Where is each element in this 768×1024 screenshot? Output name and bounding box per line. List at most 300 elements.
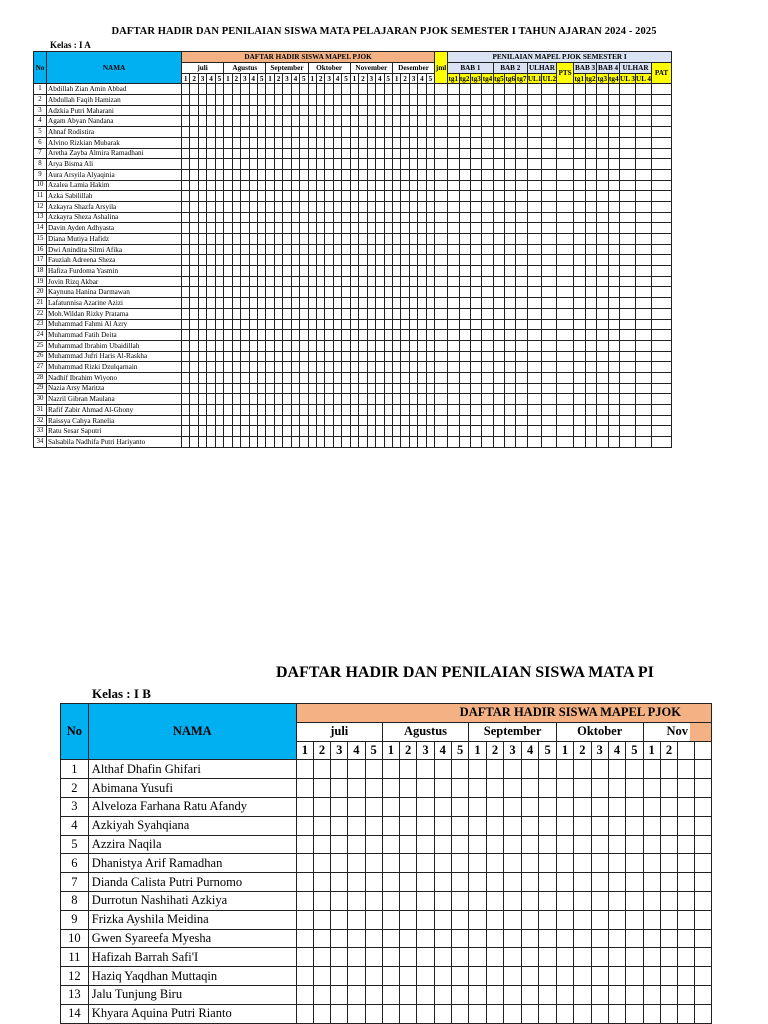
grid-cell[interactable] (367, 105, 375, 116)
grid-cell[interactable] (643, 779, 660, 798)
grid-cell[interactable] (409, 234, 417, 245)
grid-cell[interactable] (608, 169, 620, 180)
grid-cell[interactable] (350, 234, 358, 245)
grid-cell[interactable] (409, 148, 417, 159)
grid-cell[interactable] (257, 394, 265, 405)
grid-cell[interactable] (542, 351, 557, 362)
grid-cell[interactable] (266, 437, 274, 448)
grid-cell[interactable] (636, 276, 652, 287)
grid-cell[interactable] (367, 212, 375, 223)
grid-cell[interactable] (350, 180, 358, 191)
grid-cell[interactable] (359, 351, 367, 362)
grid-cell[interactable] (382, 854, 399, 873)
grid-cell[interactable] (308, 287, 316, 298)
grid-cell[interactable] (198, 159, 206, 170)
grid-cell[interactable] (317, 266, 325, 277)
grid-cell[interactable] (608, 394, 620, 405)
grid-cell[interactable] (574, 180, 586, 191)
grid-cell[interactable] (585, 415, 597, 426)
grid-cell[interactable] (652, 127, 672, 138)
grid-cell[interactable] (505, 223, 516, 234)
grid-cell[interactable] (608, 929, 625, 948)
grid-cell[interactable] (400, 816, 417, 835)
grid-cell[interactable] (359, 372, 367, 383)
grid-cell[interactable] (678, 929, 695, 948)
grid-cell[interactable] (401, 330, 409, 341)
grid-cell[interactable] (493, 244, 504, 255)
grid-cell[interactable] (643, 967, 660, 986)
grid-cell[interactable] (418, 276, 426, 287)
grid-cell[interactable] (257, 362, 265, 373)
grid-cell[interactable] (418, 95, 426, 106)
grid-cell[interactable] (542, 394, 557, 405)
grid-cell[interactable] (409, 95, 417, 106)
grid-cell[interactable] (342, 266, 350, 277)
grid-cell[interactable] (190, 351, 198, 362)
grid-cell[interactable] (539, 929, 557, 948)
grid-cell[interactable] (317, 405, 325, 416)
grid-cell[interactable] (241, 437, 249, 448)
grid-cell[interactable] (367, 405, 375, 416)
grid-cell[interactable] (636, 298, 652, 309)
grid-cell[interactable] (504, 891, 522, 910)
grid-cell[interactable] (274, 234, 282, 245)
grid-cell[interactable] (392, 255, 400, 266)
grid-cell[interactable] (190, 437, 198, 448)
grid-cell[interactable] (365, 835, 382, 854)
grid-cell[interactable] (527, 298, 542, 309)
grid-cell[interactable] (401, 169, 409, 180)
grid-cell[interactable] (400, 967, 417, 986)
grid-cell[interactable] (409, 276, 417, 287)
grid-cell[interactable] (542, 95, 557, 106)
grid-cell[interactable] (482, 372, 493, 383)
grid-cell[interactable] (232, 405, 240, 416)
grid-cell[interactable] (636, 383, 652, 394)
grid-cell[interactable] (224, 95, 232, 106)
grid-cell[interactable] (215, 383, 223, 394)
grid-cell[interactable] (504, 835, 522, 854)
grid-cell[interactable] (426, 362, 434, 373)
grid-cell[interactable] (434, 948, 451, 967)
grid-cell[interactable] (652, 276, 672, 287)
grid-cell[interactable] (274, 426, 282, 437)
grid-cell[interactable] (215, 426, 223, 437)
grid-cell[interactable] (557, 255, 574, 266)
grid-cell[interactable] (198, 362, 206, 373)
grid-cell[interactable] (392, 426, 400, 437)
grid-cell[interactable] (448, 319, 459, 330)
grid-cell[interactable] (426, 244, 434, 255)
grid-cell[interactable] (620, 319, 636, 330)
grid-cell[interactable] (198, 148, 206, 159)
grid-cell[interactable] (401, 362, 409, 373)
grid-cell[interactable] (350, 116, 358, 127)
grid-cell[interactable] (574, 351, 586, 362)
grid-cell[interactable] (608, 854, 625, 873)
grid-cell[interactable] (207, 383, 215, 394)
grid-cell[interactable] (505, 95, 516, 106)
grid-cell[interactable] (597, 426, 609, 437)
grid-cell[interactable] (249, 127, 257, 138)
grid-cell[interactable] (283, 266, 291, 277)
grid-cell[interactable] (333, 319, 341, 330)
grid-cell[interactable] (470, 330, 481, 341)
grid-cell[interactable] (333, 437, 341, 448)
grid-cell[interactable] (207, 276, 215, 287)
grid-cell[interactable] (198, 223, 206, 234)
grid-cell[interactable] (401, 394, 409, 405)
grid-cell[interactable] (392, 159, 400, 170)
grid-cell[interactable] (249, 169, 257, 180)
grid-cell[interactable] (384, 127, 392, 138)
grid-cell[interactable] (224, 137, 232, 148)
grid-cell[interactable] (521, 1004, 539, 1023)
grid-cell[interactable] (448, 266, 459, 277)
grid-cell[interactable] (591, 910, 608, 929)
grid-cell[interactable] (620, 244, 636, 255)
grid-cell[interactable] (401, 180, 409, 191)
grid-cell[interactable] (190, 234, 198, 245)
grid-cell[interactable] (435, 426, 448, 437)
grid-cell[interactable] (678, 816, 695, 835)
grid-cell[interactable] (241, 84, 249, 95)
grid-cell[interactable] (182, 105, 190, 116)
grid-cell[interactable] (392, 298, 400, 309)
grid-cell[interactable] (448, 394, 459, 405)
grid-cell[interactable] (331, 1004, 348, 1023)
grid-cell[interactable] (482, 212, 493, 223)
grid-cell[interactable] (224, 180, 232, 191)
grid-cell[interactable] (359, 234, 367, 245)
grid-cell[interactable] (608, 223, 620, 234)
grid-cell[interactable] (342, 95, 350, 106)
grid-cell[interactable] (660, 854, 677, 873)
grid-cell[interactable] (459, 223, 470, 234)
grid-cell[interactable] (434, 967, 451, 986)
grid-cell[interactable] (401, 148, 409, 159)
grid-cell[interactable] (182, 159, 190, 170)
grid-cell[interactable] (608, 287, 620, 298)
grid-cell[interactable] (626, 835, 643, 854)
grid-cell[interactable] (527, 105, 542, 116)
grid-cell[interactable] (257, 351, 265, 362)
grid-cell[interactable] (198, 95, 206, 106)
grid-cell[interactable] (308, 415, 316, 426)
grid-cell[interactable] (448, 212, 459, 223)
grid-cell[interactable] (597, 372, 609, 383)
grid-cell[interactable] (643, 948, 660, 967)
grid-cell[interactable] (516, 330, 527, 341)
grid-cell[interactable] (470, 223, 481, 234)
grid-cell[interactable] (367, 159, 375, 170)
grid-cell[interactable] (308, 394, 316, 405)
grid-cell[interactable] (308, 84, 316, 95)
grid-cell[interactable] (542, 308, 557, 319)
grid-cell[interactable] (400, 948, 417, 967)
grid-cell[interactable] (331, 797, 348, 816)
grid-cell[interactable] (367, 169, 375, 180)
grid-cell[interactable] (493, 437, 504, 448)
grid-cell[interactable] (448, 234, 459, 245)
grid-cell[interactable] (325, 212, 333, 223)
grid-cell[interactable] (376, 212, 384, 223)
grid-cell[interactable] (527, 148, 542, 159)
grid-cell[interactable] (435, 244, 448, 255)
grid-cell[interactable] (574, 201, 586, 212)
grid-cell[interactable] (470, 276, 481, 287)
grid-cell[interactable] (241, 255, 249, 266)
grid-cell[interactable] (542, 276, 557, 287)
grid-cell[interactable] (418, 255, 426, 266)
grid-cell[interactable] (342, 351, 350, 362)
grid-cell[interactable] (493, 298, 504, 309)
grid-cell[interactable] (542, 116, 557, 127)
grid-cell[interactable] (198, 330, 206, 341)
grid-cell[interactable] (435, 276, 448, 287)
grid-cell[interactable] (451, 1004, 468, 1023)
grid-cell[interactable] (308, 372, 316, 383)
grid-cell[interactable] (505, 159, 516, 170)
grid-cell[interactable] (308, 351, 316, 362)
grid-cell[interactable] (620, 266, 636, 277)
grid-cell[interactable] (626, 760, 643, 779)
grid-cell[interactable] (527, 351, 542, 362)
grid-cell[interactable] (257, 330, 265, 341)
grid-cell[interactable] (249, 319, 257, 330)
grid-cell[interactable] (359, 223, 367, 234)
grid-cell[interactable] (608, 779, 625, 798)
grid-cell[interactable] (401, 191, 409, 202)
grid-cell[interactable] (190, 394, 198, 405)
grid-cell[interactable] (516, 351, 527, 362)
grid-cell[interactable] (493, 426, 504, 437)
grid-cell[interactable] (348, 910, 365, 929)
grid-cell[interactable] (331, 985, 348, 1004)
grid-cell[interactable] (325, 330, 333, 341)
grid-cell[interactable] (521, 835, 539, 854)
grid-cell[interactable] (459, 137, 470, 148)
grid-cell[interactable] (342, 116, 350, 127)
grid-cell[interactable] (585, 105, 597, 116)
grid-cell[interactable] (469, 910, 487, 929)
grid-cell[interactable] (556, 760, 573, 779)
grid-cell[interactable] (350, 405, 358, 416)
grid-cell[interactable] (291, 287, 299, 298)
grid-cell[interactable] (207, 372, 215, 383)
grid-cell[interactable] (198, 383, 206, 394)
grid-cell[interactable] (376, 116, 384, 127)
grid-cell[interactable] (542, 287, 557, 298)
grid-cell[interactable] (291, 116, 299, 127)
grid-cell[interactable] (241, 234, 249, 245)
grid-cell[interactable] (608, 319, 620, 330)
grid-cell[interactable] (636, 308, 652, 319)
grid-cell[interactable] (190, 84, 198, 95)
grid-cell[interactable] (459, 394, 470, 405)
grid-cell[interactable] (459, 426, 470, 437)
grid-cell[interactable] (249, 95, 257, 106)
grid-cell[interactable] (190, 159, 198, 170)
grid-cell[interactable] (505, 127, 516, 138)
grid-cell[interactable] (556, 910, 573, 929)
grid-cell[interactable] (283, 116, 291, 127)
grid-cell[interactable] (516, 159, 527, 170)
grid-cell[interactable] (557, 383, 574, 394)
grid-cell[interactable] (426, 255, 434, 266)
grid-cell[interactable] (574, 948, 591, 967)
grid-cell[interactable] (342, 319, 350, 330)
grid-cell[interactable] (283, 415, 291, 426)
grid-cell[interactable] (608, 159, 620, 170)
grid-cell[interactable] (542, 437, 557, 448)
grid-cell[interactable] (257, 437, 265, 448)
grid-cell[interactable] (574, 967, 591, 986)
grid-cell[interactable] (451, 797, 468, 816)
grid-cell[interactable] (678, 760, 695, 779)
grid-cell[interactable] (296, 929, 313, 948)
grid-cell[interactable] (296, 835, 313, 854)
grid-cell[interactable] (376, 383, 384, 394)
grid-cell[interactable] (291, 169, 299, 180)
grid-cell[interactable] (376, 415, 384, 426)
grid-cell[interactable] (274, 95, 282, 106)
grid-cell[interactable] (417, 816, 434, 835)
grid-cell[interactable] (382, 797, 399, 816)
grid-cell[interactable] (350, 287, 358, 298)
grid-cell[interactable] (539, 967, 557, 986)
grid-cell[interactable] (608, 351, 620, 362)
grid-cell[interactable] (274, 383, 282, 394)
grid-cell[interactable] (556, 873, 573, 892)
grid-cell[interactable] (542, 405, 557, 416)
grid-cell[interactable] (448, 127, 459, 138)
grid-cell[interactable] (451, 967, 468, 986)
grid-cell[interactable] (359, 127, 367, 138)
grid-cell[interactable] (608, 372, 620, 383)
grid-cell[interactable] (224, 394, 232, 405)
grid-cell[interactable] (207, 362, 215, 373)
grid-cell[interactable] (597, 212, 609, 223)
grid-cell[interactable] (190, 137, 198, 148)
grid-cell[interactable] (266, 169, 274, 180)
grid-cell[interactable] (409, 84, 417, 95)
grid-cell[interactable] (636, 159, 652, 170)
grid-cell[interactable] (257, 159, 265, 170)
grid-cell[interactable] (418, 319, 426, 330)
grid-cell[interactable] (232, 159, 240, 170)
grid-cell[interactable] (333, 394, 341, 405)
grid-cell[interactable] (435, 159, 448, 170)
grid-cell[interactable] (325, 127, 333, 138)
grid-cell[interactable] (542, 340, 557, 351)
grid-cell[interactable] (608, 383, 620, 394)
grid-cell[interactable] (426, 383, 434, 394)
grid-cell[interactable] (241, 95, 249, 106)
grid-cell[interactable] (521, 929, 539, 948)
grid-cell[interactable] (342, 362, 350, 373)
grid-cell[interactable] (198, 287, 206, 298)
grid-cell[interactable] (325, 223, 333, 234)
grid-cell[interactable] (591, 760, 608, 779)
grid-cell[interactable] (249, 234, 257, 245)
grid-cell[interactable] (392, 383, 400, 394)
grid-cell[interactable] (516, 212, 527, 223)
grid-cell[interactable] (350, 362, 358, 373)
grid-cell[interactable] (516, 191, 527, 202)
grid-cell[interactable] (493, 330, 504, 341)
grid-cell[interactable] (527, 180, 542, 191)
grid-cell[interactable] (182, 383, 190, 394)
grid-cell[interactable] (342, 383, 350, 394)
grid-cell[interactable] (348, 760, 365, 779)
grid-cell[interactable] (331, 873, 348, 892)
grid-cell[interactable] (300, 95, 308, 106)
grid-cell[interactable] (678, 910, 695, 929)
grid-cell[interactable] (527, 116, 542, 127)
grid-cell[interactable] (215, 95, 223, 106)
grid-cell[interactable] (207, 84, 215, 95)
grid-cell[interactable] (643, 910, 660, 929)
grid-cell[interactable] (597, 159, 609, 170)
grid-cell[interactable] (317, 319, 325, 330)
grid-cell[interactable] (198, 372, 206, 383)
grid-cell[interactable] (384, 159, 392, 170)
grid-cell[interactable] (376, 127, 384, 138)
grid-cell[interactable] (300, 255, 308, 266)
grid-cell[interactable] (359, 383, 367, 394)
grid-cell[interactable] (291, 330, 299, 341)
grid-cell[interactable] (652, 266, 672, 277)
grid-cell[interactable] (266, 319, 274, 330)
grid-cell[interactable] (291, 340, 299, 351)
grid-cell[interactable] (296, 816, 313, 835)
grid-cell[interactable] (678, 854, 695, 873)
grid-cell[interactable] (482, 169, 493, 180)
grid-cell[interactable] (300, 84, 308, 95)
grid-cell[interactable] (392, 405, 400, 416)
grid-cell[interactable] (313, 929, 330, 948)
grid-cell[interactable] (350, 276, 358, 287)
grid-cell[interactable] (241, 223, 249, 234)
grid-cell[interactable] (527, 234, 542, 245)
grid-cell[interactable] (636, 105, 652, 116)
grid-cell[interactable] (392, 266, 400, 277)
grid-cell[interactable] (325, 319, 333, 330)
grid-cell[interactable] (539, 797, 557, 816)
grid-cell[interactable] (493, 266, 504, 277)
grid-cell[interactable] (434, 760, 451, 779)
grid-cell[interactable] (505, 372, 516, 383)
grid-cell[interactable] (542, 212, 557, 223)
grid-cell[interactable] (585, 244, 597, 255)
grid-cell[interactable] (300, 405, 308, 416)
grid-cell[interactable] (417, 967, 434, 986)
grid-cell[interactable] (409, 351, 417, 362)
grid-cell[interactable] (493, 159, 504, 170)
grid-cell[interactable] (516, 308, 527, 319)
grid-cell[interactable] (342, 201, 350, 212)
grid-cell[interactable] (527, 169, 542, 180)
grid-cell[interactable] (266, 127, 274, 138)
grid-cell[interactable] (493, 372, 504, 383)
grid-cell[interactable] (274, 148, 282, 159)
grid-cell[interactable] (542, 244, 557, 255)
grid-cell[interactable] (516, 255, 527, 266)
grid-cell[interactable] (608, 191, 620, 202)
grid-cell[interactable] (418, 127, 426, 138)
grid-cell[interactable] (359, 116, 367, 127)
